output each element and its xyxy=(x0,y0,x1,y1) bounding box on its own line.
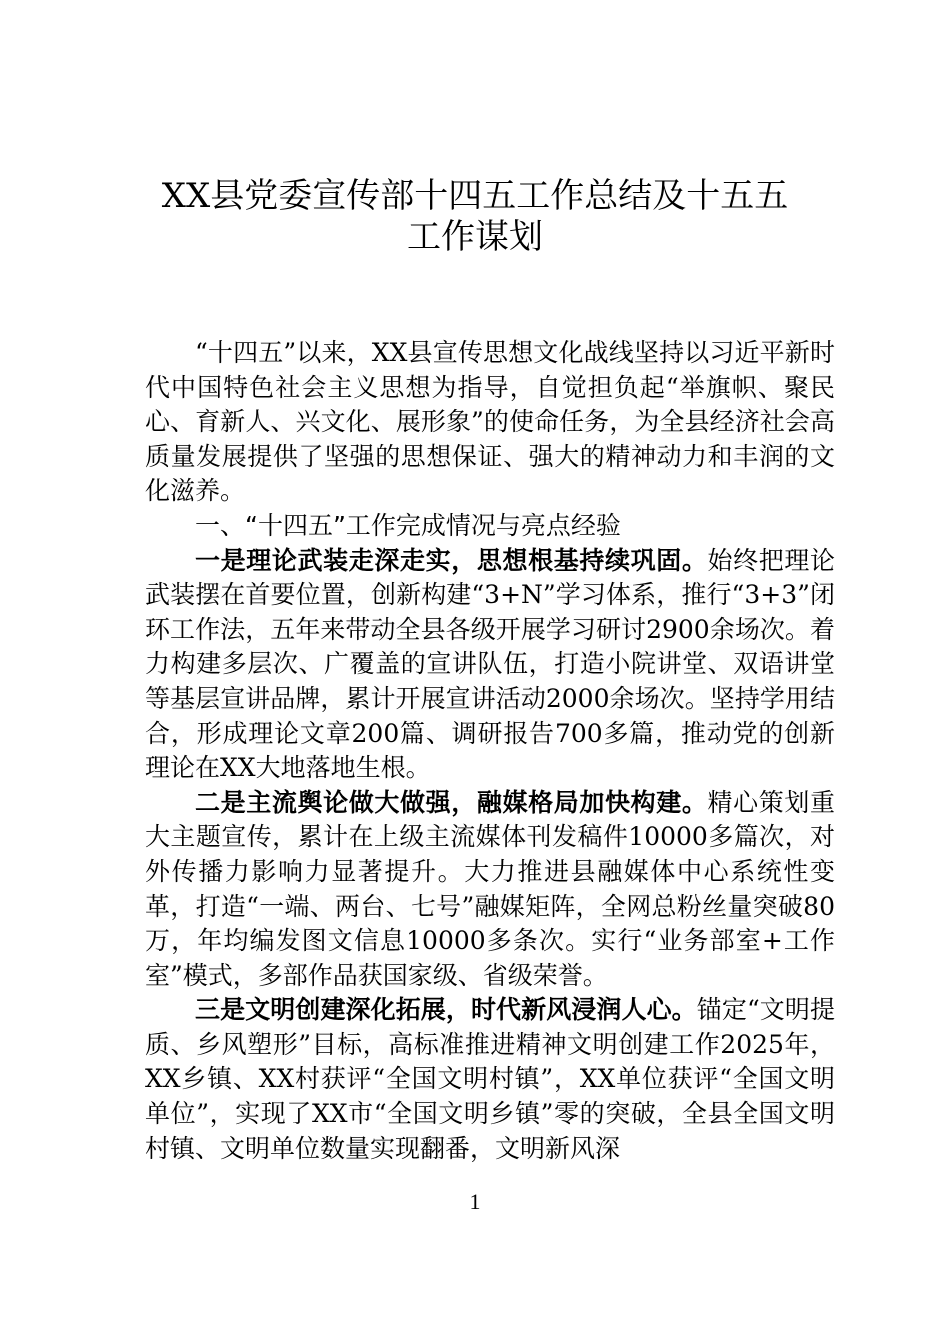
page-number: 1 xyxy=(469,1189,481,1214)
document-title-line-2: 工作谋划 xyxy=(407,217,543,257)
paragraph-media-body: 精心策划重大主题宣传，累计在上级主流媒体刊发稿件10000多篇次，对外传播力影响力显著提升。大力推进县融媒体中心系统性变革，打造“一端、两台、七号”融媒矩阵，全网总粉丝量突破80万，年均编发图文信息10000多条次。实行“业务部室+工作室”模式，多部作品获国家级、省级荣誉。 xyxy=(145,787,835,990)
paragraph-media-lead: 二是主流舆论做大做强，融媒格局加快构建。 xyxy=(195,787,708,817)
paragraph-theory-body: 始终把理论武装摆在首要位置，创新构建“3+N”学习体系，推行“3+3”闭环工作法，五年来带动全县各级开展学习研讨2900余场次。着力构建多层次、广覆盖的宣讲队伍，打造小院讲堂、双语讲堂等基层宣讲品牌，累计开展宣讲活动2000余场次。坚持学用结合，形成理论文章200篇、调研报告700多篇，推动党的创新理论在XX大地落地生根。 xyxy=(145,545,835,783)
paragraph-civilization xyxy=(145,993,835,1166)
paragraph-theory-lead: 一是理论武装走深走实，思想根基持续巩固。 xyxy=(195,545,708,575)
paragraph-media xyxy=(145,786,835,994)
section-heading-1: 一、“十四五”工作完成情况与亮点经验 xyxy=(195,510,621,540)
document-title-line-1: XX县党委宣传部十四五工作总结及十五五 xyxy=(161,176,789,216)
intro-paragraph: “十四五”以来，XX县宣传思想文化战线坚持以习近平新时代中国特色社会主义思想为指导，自觉担负起“举旗帜、聚民心、育新人、兴文化、展形象”的使命任务，为全县经济社会高质量发展提供了坚强的思想保证、强大的精神动力和丰润的文化滋养。 xyxy=(145,338,835,506)
document-body xyxy=(145,336,835,1166)
paragraph-theory xyxy=(145,544,835,786)
paragraph-civilization-lead: 三是文明创建深化拓展，时代新风浸润人心。 xyxy=(195,995,697,1025)
paragraph-civilization-body: 锚定“文明提质、乡风塑形”目标，高标准推进精神文明创建工作2025年，XX乡镇、XX村获评“全国文明村镇”，XX单位获评“全国文明单位”，实现了XX市“全国文明乡镇”零的突破，全县全国文明村镇、文明单位数量实现翻番，文明新风深 xyxy=(145,995,835,1163)
